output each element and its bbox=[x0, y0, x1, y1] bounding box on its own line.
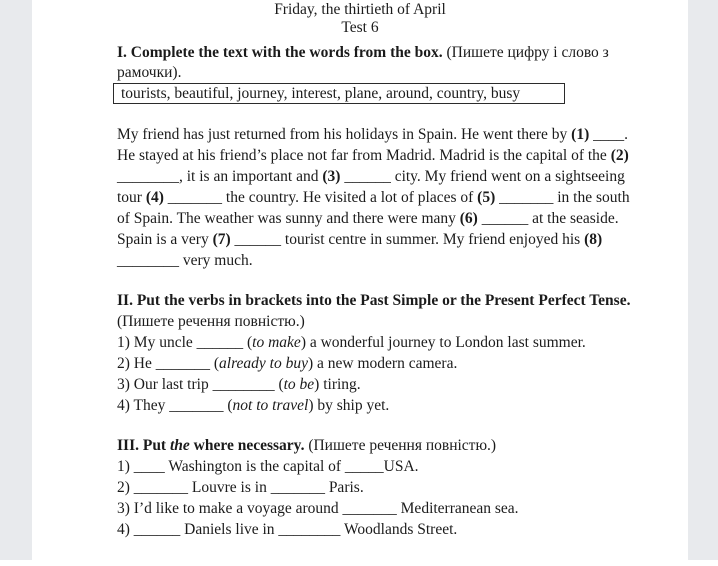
text-segment: I. Complete the text with the words from the box. bbox=[117, 44, 443, 61]
text-line bbox=[117, 43, 677, 63]
task2-note: (Пишете речення повністю.) bbox=[117, 313, 305, 330]
text-line bbox=[117, 353, 677, 374]
text-segment: (3) bbox=[322, 168, 341, 185]
text-line bbox=[117, 145, 677, 166]
text-segment: where necessary. bbox=[189, 437, 305, 454]
text-segment: III. Put bbox=[117, 437, 170, 454]
viewer-left-margin bbox=[0, 0, 32, 560]
text-line bbox=[117, 456, 677, 477]
text-line bbox=[117, 124, 677, 145]
text-segment: 1) ____ Washington is the capital of _____USA. bbox=[117, 458, 419, 475]
text-segment: 4) They _______ ( bbox=[117, 397, 233, 414]
text-segment: ) a wonderful journey to London last summer. bbox=[300, 334, 586, 351]
text-line bbox=[117, 208, 677, 229]
text-line bbox=[117, 519, 677, 540]
test-title: Test 6 bbox=[341, 19, 379, 36]
text-segment: ) a new modern camera. bbox=[308, 355, 458, 372]
task3-items bbox=[117, 456, 677, 540]
text-line bbox=[117, 63, 677, 83]
text-segment: (4) bbox=[145, 189, 164, 206]
text-segment: (Пишете речення повністю.) bbox=[304, 437, 497, 454]
text-segment: ______ city. My friend went on a sightseeing bbox=[340, 168, 625, 185]
text-segment: ) by ship yet. bbox=[308, 397, 390, 414]
text-line bbox=[117, 395, 677, 416]
text-segment: 4) ______ Daniels live in ________ Woodlands Street. bbox=[117, 521, 458, 538]
text-segment: ______ at the seaside. bbox=[477, 210, 619, 227]
text-segment: ______ tourist centre in summer. My friend enjoyed his bbox=[230, 231, 585, 248]
text-line bbox=[117, 166, 677, 187]
word-box bbox=[113, 83, 565, 104]
text-segment: Spain is a very bbox=[117, 231, 213, 248]
text-segment: _______ in the south bbox=[495, 189, 630, 206]
text-segment: 2) He _______ ( bbox=[117, 355, 220, 372]
text-segment: (2) bbox=[610, 147, 629, 164]
viewer-right-margin bbox=[688, 0, 718, 560]
text-segment: _______ the country. He visited a lot of places of bbox=[163, 189, 478, 206]
word-box-text: tourists, beautiful, journey, interest, plane, around, country, busy bbox=[121, 85, 521, 102]
text-line bbox=[117, 477, 677, 498]
text-segment: not to travel bbox=[232, 397, 309, 414]
text-segment: (5) bbox=[477, 189, 496, 206]
text-segment: ____. bbox=[589, 126, 628, 143]
date-line: Friday, the thirtieth of April bbox=[274, 1, 446, 18]
text-segment: to be bbox=[283, 376, 315, 393]
text-segment: to make bbox=[252, 334, 301, 351]
task1-heading bbox=[117, 43, 677, 82]
text-segment: (7) bbox=[212, 231, 231, 248]
text-segment: (1) bbox=[571, 126, 590, 143]
text-line bbox=[117, 250, 677, 271]
text-segment: 3) Our last trip ________ ( bbox=[117, 376, 284, 393]
text-segment: 3) I’d like to make a voyage around _______ Mediterranean sea. bbox=[117, 500, 519, 517]
text-segment: ________ very much. bbox=[117, 252, 253, 269]
text-line bbox=[117, 187, 677, 208]
task2-heading bbox=[117, 290, 677, 311]
text-segment: (Пишете цифру і слово з bbox=[442, 44, 609, 61]
text-line bbox=[117, 332, 677, 353]
text-segment: already to buy bbox=[219, 355, 308, 372]
text-segment: ) tiring. bbox=[314, 376, 361, 393]
text-line bbox=[117, 498, 677, 519]
text-segment: 1) My uncle ______ ( bbox=[117, 334, 253, 351]
text-segment: рамочки). bbox=[117, 63, 182, 81]
text-segment: My friend has just returned from his holidays in Spain. He went there by bbox=[117, 126, 572, 143]
text-segment: 2) _______ Louvre is in _______ Paris. bbox=[117, 479, 364, 496]
text-segment: (8) bbox=[584, 231, 603, 248]
text-segment: of Spain. The weather was sunny and there were many bbox=[117, 210, 460, 227]
text-line bbox=[117, 374, 677, 395]
task1-paragraph bbox=[117, 124, 677, 271]
text-segment: He stayed at his friend’s place not far from Madrid. Madrid is the capital of the bbox=[117, 147, 611, 164]
text-segment: II. Put the verbs in brackets into the Past Simple or the Present Perfect Tense. bbox=[117, 292, 631, 309]
document-body bbox=[32, 43, 677, 540]
text-segment: tour bbox=[117, 189, 146, 206]
text-segment: ________, it is an important and bbox=[117, 168, 323, 185]
document-page bbox=[32, 0, 688, 566]
text-segment: the bbox=[169, 437, 190, 454]
text-line bbox=[117, 229, 677, 250]
text-segment: (6) bbox=[459, 210, 478, 227]
task3-heading bbox=[117, 435, 677, 456]
task2-items bbox=[117, 332, 677, 416]
